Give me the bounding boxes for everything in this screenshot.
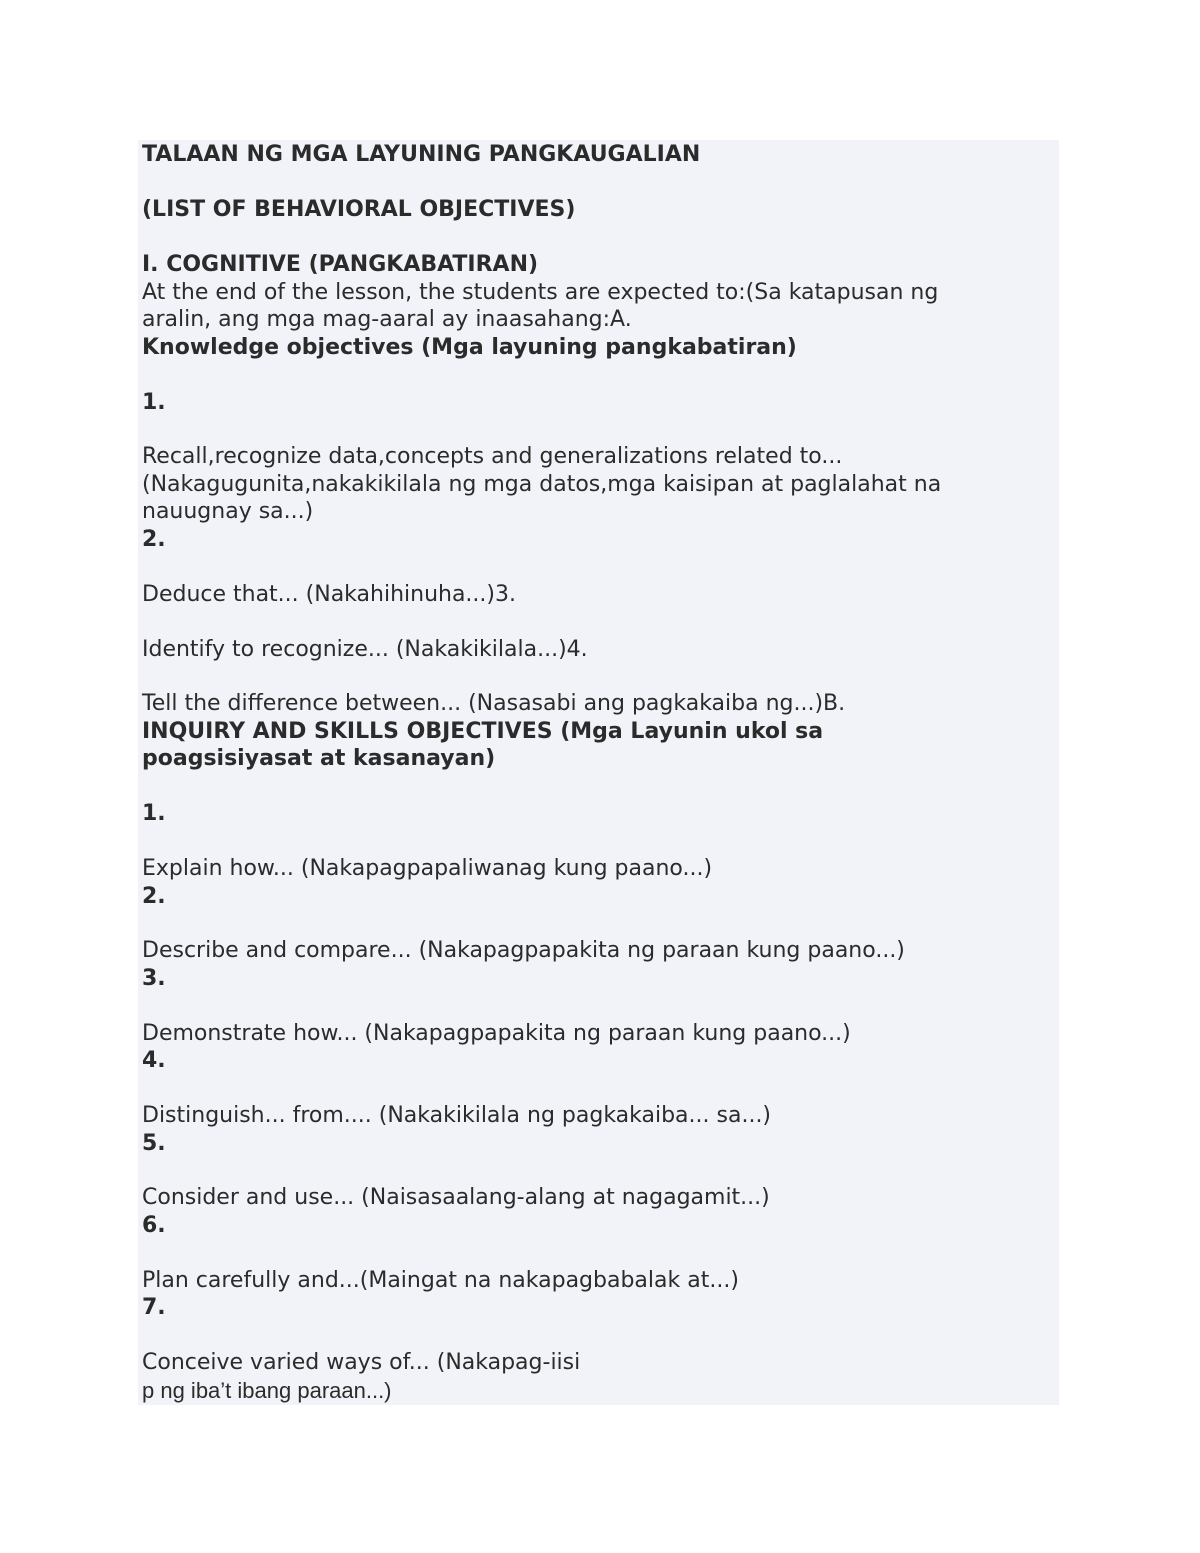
skill-item-6-text: Plan carefully and...(Maingat na nakapagbabalak at...) [142, 1268, 739, 1293]
document-subtitle: (LIST OF BEHAVIORAL OBJECTIVES) [142, 197, 576, 222]
skill-item-1-text: Explain how... (Nakapagpapaliwanag kung paano...) [142, 856, 713, 881]
knowledge-item-3-text: Identify to recognize... (Nakakikilala...)4. [142, 637, 588, 662]
knowledge-item-1-line-1: Recall,recognize data,concepts and generalizations related to... [142, 444, 843, 469]
skill-item-3-text: Demonstrate how... (Nakapagpapakita ng paraan kung paano...) [142, 1021, 851, 1046]
knowledge-item-2-text: Deduce that... (Nakahihinuha...)3. [142, 582, 516, 607]
inquiry-skills-heading-line-1: INQUIRY AND SKILLS OBJECTIVES (Mga Layunin ukol sa [142, 719, 824, 744]
skill-item-3-number: 3. [142, 966, 166, 991]
knowledge-item-1-line-2: (Nakagugunita,nakakikilala ng mga datos,mga kaisipan at paglalahat na [142, 472, 942, 497]
skill-item-7-line-1: Conceive varied ways of... (Nakapag-iisi [142, 1350, 581, 1375]
skill-item-5-number: 5. [142, 1131, 166, 1156]
knowledge-item-1-number: 1. [142, 390, 166, 415]
skill-item-2-number: 2. [142, 884, 166, 909]
skill-item-5-text: Consider and use... (Naisasaalang-alang at nagagamit...) [142, 1185, 770, 1210]
section-heading-cognitive: I. COGNITIVE (PANGKABATIRAN) [142, 252, 539, 277]
skill-item-1-number: 1. [142, 801, 166, 826]
skill-item-4-number: 4. [142, 1048, 166, 1073]
skill-item-7-number: 7. [142, 1295, 166, 1320]
skill-item-4-text: Distinguish... from.... (Nakakikilala ng pagkakaiba... sa...) [142, 1103, 772, 1128]
skill-item-6-number: 6. [142, 1213, 166, 1238]
knowledge-item-1-line-3: nauugnay sa...) [142, 499, 314, 524]
skill-item-7-line-2: p ng iba’t ibang paraan...) [142, 1378, 392, 1403]
intro-text-line-1: At the end of the lesson, the students are expected to:(Sa katapusan ng [142, 280, 939, 305]
knowledge-item-2-number: 2. [142, 527, 166, 552]
document-title: TALAAN NG MGA LAYUNING PANGKAUGALIAN [142, 142, 701, 167]
intro-text-line-2: aralin, ang mga mag-aaral ay inaasahang:A. [142, 307, 632, 332]
knowledge-item-4-text: Tell the difference between... (Nasasabi ang pagkakaiba ng...)B. [142, 691, 846, 716]
skill-item-2-text: Describe and compare... (Nakapagpapakita ng paraan kung paano...) [142, 938, 905, 963]
knowledge-objectives-heading: Knowledge objectives (Mga layuning pangkabatiran) [142, 335, 797, 360]
inquiry-skills-heading-line-2: poagsisiyasat at kasanayan) [142, 746, 496, 771]
